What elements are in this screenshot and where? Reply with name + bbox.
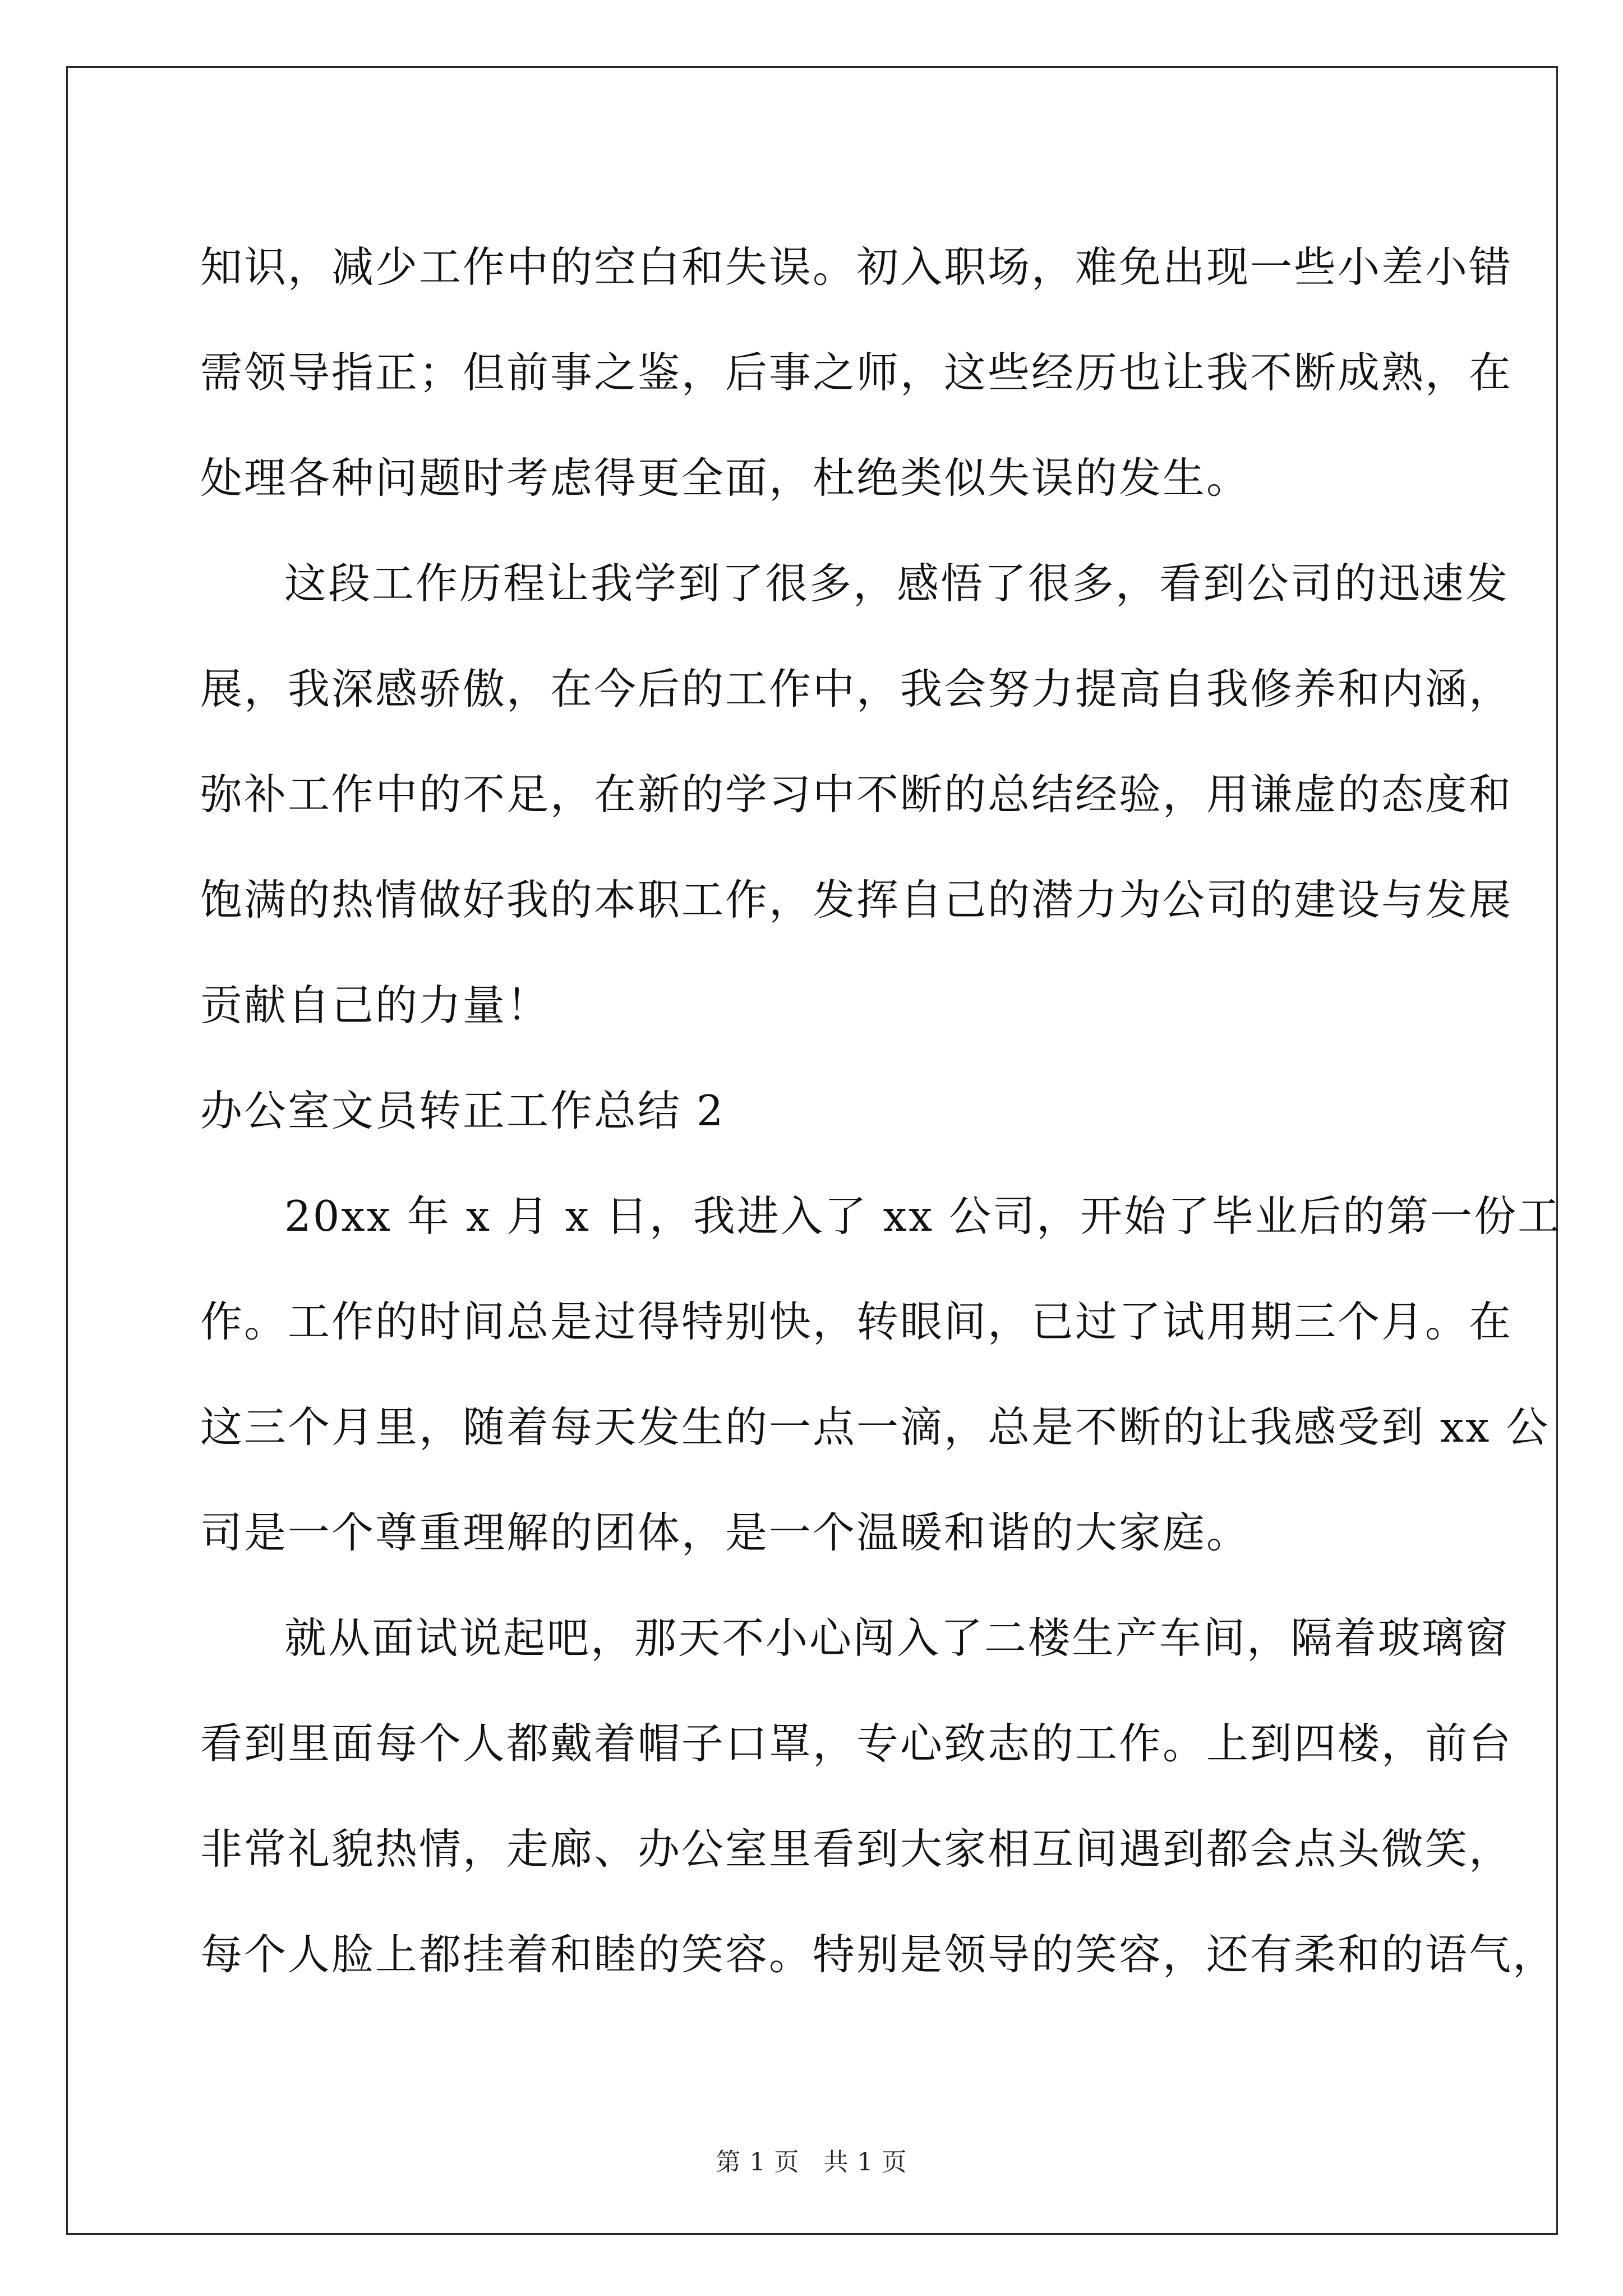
document-body xyxy=(200,214,1562,2007)
text-line: 知识，减少工作中的空白和失误。初入职场，难免出现一些小差小错 xyxy=(200,242,1513,292)
text-line: 这段工作历程让我学到了很多，感悟了很多，看到公司的迅速发 xyxy=(284,559,1510,608)
section-heading: 办公室文员转正工作总结 2 xyxy=(200,1086,725,1135)
text-line: 就从面试说起吧，那天不小心闯入了二楼生产车间，隔着玻璃窗 xyxy=(284,1613,1510,1663)
paragraph-1 xyxy=(200,214,1513,531)
text-line: 处理各种问题时考虑得更全面，杜绝类似失误的发生。 xyxy=(200,453,1251,503)
paragraph-4 xyxy=(200,1585,1557,2007)
text-line: 每个人脸上都挂着和睦的笑容。特别是领导的笑容，还有柔和的语气， xyxy=(200,1930,1557,1979)
page-footer xyxy=(0,2142,1623,2178)
paragraph-2 xyxy=(200,531,1513,1058)
text-line: 这三个月里，随着每天发生的一点一滴，总是不断的让我感受到 xx 公 xyxy=(200,1402,1550,1452)
text-line: 贡献自己的力量！ xyxy=(200,981,551,1030)
text-line: 饱满的热情做好我的本职工作，发挥自己的潜力为公司的建设与发展 xyxy=(200,875,1513,924)
text-line: 司是一个尊重理解的团体，是一个温暖和谐的大家庭。 xyxy=(200,1508,1251,1557)
text-line: 非常礼貌热情，走廊、办公室里看到大家相互间遇到都会点头微笑， xyxy=(200,1824,1513,1874)
text-line: 弥补工作中的不足，在新的学习中不断的总结经验，用谦虚的态度和 xyxy=(200,770,1513,819)
text-line: 作。工作的时间总是过得特别快，转眼间，已过了试用期三个月。在 xyxy=(200,1297,1513,1346)
text-line: 展，我深感骄傲，在今后的工作中，我会努力提高自我修养和内涵， xyxy=(200,664,1513,714)
text-line: 需领导指正；但前事之鉴，后事之师，这些经历也让我不断成熟，在 xyxy=(200,348,1513,397)
text-line: 看到里面每个人都戴着帽子口罩，专心致志的工作。上到四楼，前台 xyxy=(200,1719,1513,1768)
text-line: 20xx 年 x 月 x 日，我进入了 xx 公司，开始了毕业后的第一份工 xyxy=(284,1191,1562,1241)
page-number: 第 1 页 xyxy=(716,2148,800,2177)
page-total: 共 1 页 xyxy=(823,2148,907,2177)
paragraph-3 xyxy=(200,1163,1562,1585)
